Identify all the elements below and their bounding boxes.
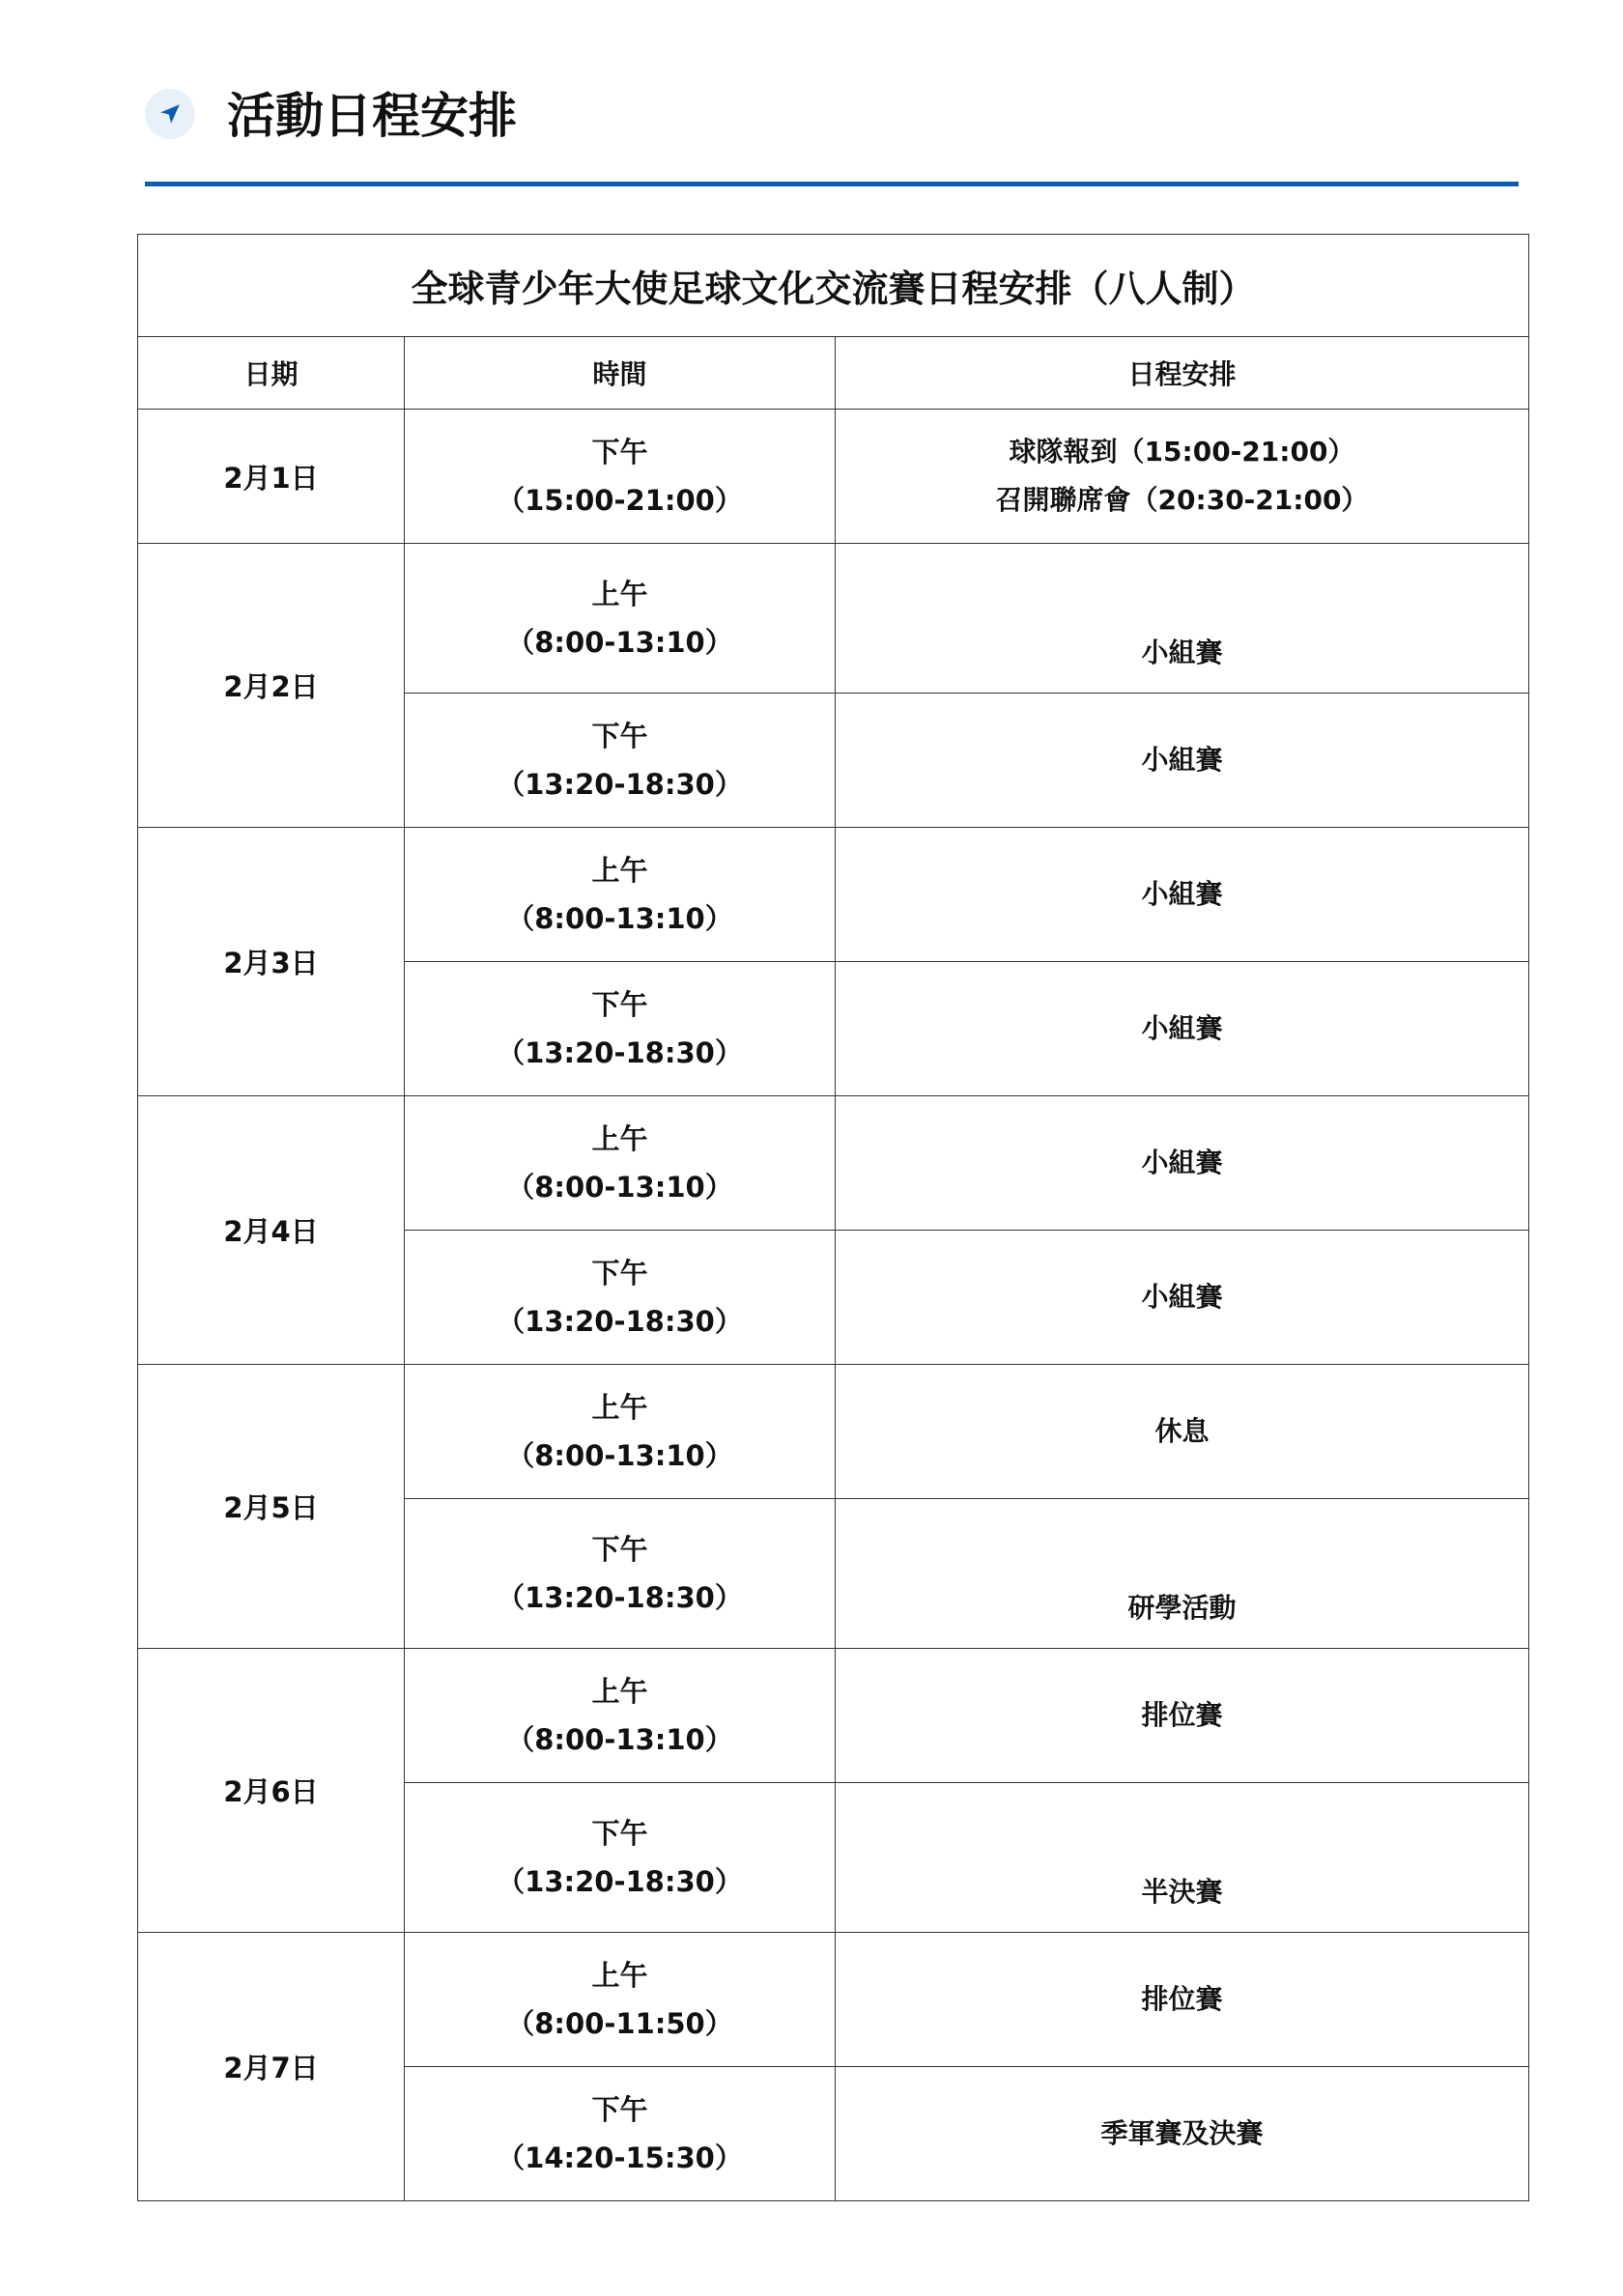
date-cell: 2月6日: [138, 1649, 405, 1933]
time-range: （13:20-18:30）: [497, 768, 743, 801]
activity-item: 研學活動: [1127, 1592, 1237, 1624]
table-row: [138, 1649, 1529, 1783]
activity-cell: [836, 828, 1529, 962]
date-cell: 2月2日: [138, 544, 405, 828]
date-cell: 2月3日: [138, 828, 405, 1096]
table-row: [138, 828, 1529, 962]
date-cell: 2月7日: [138, 1933, 405, 2201]
time-period: 上午: [591, 578, 648, 610]
column-header-schedule: 日程安排: [836, 337, 1529, 410]
activity-cell: [836, 544, 1529, 694]
time-period: 上午: [591, 1391, 648, 1424]
activity-cell: [836, 1649, 1529, 1783]
activity-item: 小組賽: [1141, 1147, 1223, 1178]
activity-item: 小組賽: [1141, 637, 1223, 668]
schedule-table: [137, 234, 1529, 2201]
page-title: 活動日程安排: [227, 88, 517, 144]
time-range: （8:00-13:10）: [506, 902, 733, 935]
time-period: 下午: [591, 988, 648, 1021]
time-period: 上午: [591, 1959, 648, 1992]
activity-cell: [836, 1783, 1529, 1933]
time-cell: [405, 1933, 836, 2067]
activity-cell: [836, 1231, 1529, 1365]
table-row: [138, 1096, 1529, 1231]
date-cell: 2月1日: [138, 410, 405, 544]
time-period: 下午: [591, 436, 648, 468]
activity-cell: [836, 1365, 1529, 1499]
activity-item: 球隊報到（15:00-21:00）: [1009, 436, 1355, 468]
time-cell: [405, 410, 836, 544]
activity-item: 小組賽: [1141, 878, 1223, 910]
time-cell: [405, 1096, 836, 1231]
time-period: 下午: [591, 1533, 648, 1566]
time-range: （8:00-13:10）: [506, 1171, 733, 1204]
activity-cell: [836, 962, 1529, 1096]
time-cell: [405, 962, 836, 1096]
time-range: （8:00-13:10）: [506, 1723, 733, 1756]
page-header: [145, 85, 1519, 191]
time-period: 上午: [591, 854, 648, 887]
activity-item: 排位賽: [1141, 1983, 1223, 2015]
time-range: （8:00-13:10）: [506, 626, 733, 659]
activity-item: 排位賽: [1141, 1699, 1223, 1731]
activity-cell: [836, 1499, 1529, 1649]
time-range: （15:00-21:00）: [497, 484, 743, 517]
column-header-date: 日期: [138, 337, 405, 410]
table-caption: 全球青少年大使足球文化交流賽日程安排（八人制）: [138, 235, 1529, 337]
time-cell: [405, 1783, 836, 1933]
activity-item: 小組賽: [1141, 1012, 1223, 1044]
activity-item: 半決賽: [1141, 1876, 1223, 1908]
time-cell: [405, 828, 836, 962]
activity-cell: [836, 410, 1529, 544]
activity-cell: [836, 1933, 1529, 2067]
time-range: （8:00-11:50）: [506, 2007, 733, 2040]
time-period: 下午: [591, 2093, 648, 2126]
time-period: 下午: [591, 720, 648, 752]
date-cell: 2月4日: [138, 1096, 405, 1365]
table-row: [138, 410, 1529, 544]
time-cell: [405, 2067, 836, 2201]
activity-item: 召開聯席會（20:30-21:00）: [995, 484, 1369, 516]
column-header-time: 時間: [405, 337, 836, 410]
activity-cell: [836, 2067, 1529, 2201]
time-cell: [405, 694, 836, 828]
time-period: 上午: [591, 1675, 648, 1708]
time-period: 下午: [591, 1817, 648, 1850]
time-range: （14:20-15:30）: [497, 2141, 743, 2174]
time-cell: [405, 1365, 836, 1499]
time-cell: [405, 1499, 836, 1649]
activity-item: 小組賽: [1141, 1281, 1223, 1313]
time-range: （13:20-18:30）: [497, 1581, 743, 1614]
time-cell: [405, 1649, 836, 1783]
activity-item: 休息: [1154, 1415, 1210, 1447]
time-range: （8:00-13:10）: [506, 1439, 733, 1472]
time-range: （13:20-18:30）: [497, 1865, 743, 1898]
time-range: （13:20-18:30）: [497, 1036, 743, 1069]
navigation-arrow-icon: [145, 89, 195, 139]
date-cell: 2月5日: [138, 1365, 405, 1649]
activity-cell: [836, 1096, 1529, 1231]
time-cell: [405, 1231, 836, 1365]
table-row: [138, 1933, 1529, 2067]
activity-item: 小組賽: [1141, 744, 1223, 776]
time-period: 下午: [591, 1257, 648, 1290]
table-row: [138, 544, 1529, 694]
time-period: 上午: [591, 1122, 648, 1155]
time-cell: [405, 544, 836, 694]
activity-item: 季軍賽及決賽: [1100, 2117, 1264, 2149]
table-row: [138, 1365, 1529, 1499]
activity-cell: [836, 694, 1529, 828]
time-range: （13:20-18:30）: [497, 1305, 743, 1338]
header-divider: [145, 182, 1519, 186]
